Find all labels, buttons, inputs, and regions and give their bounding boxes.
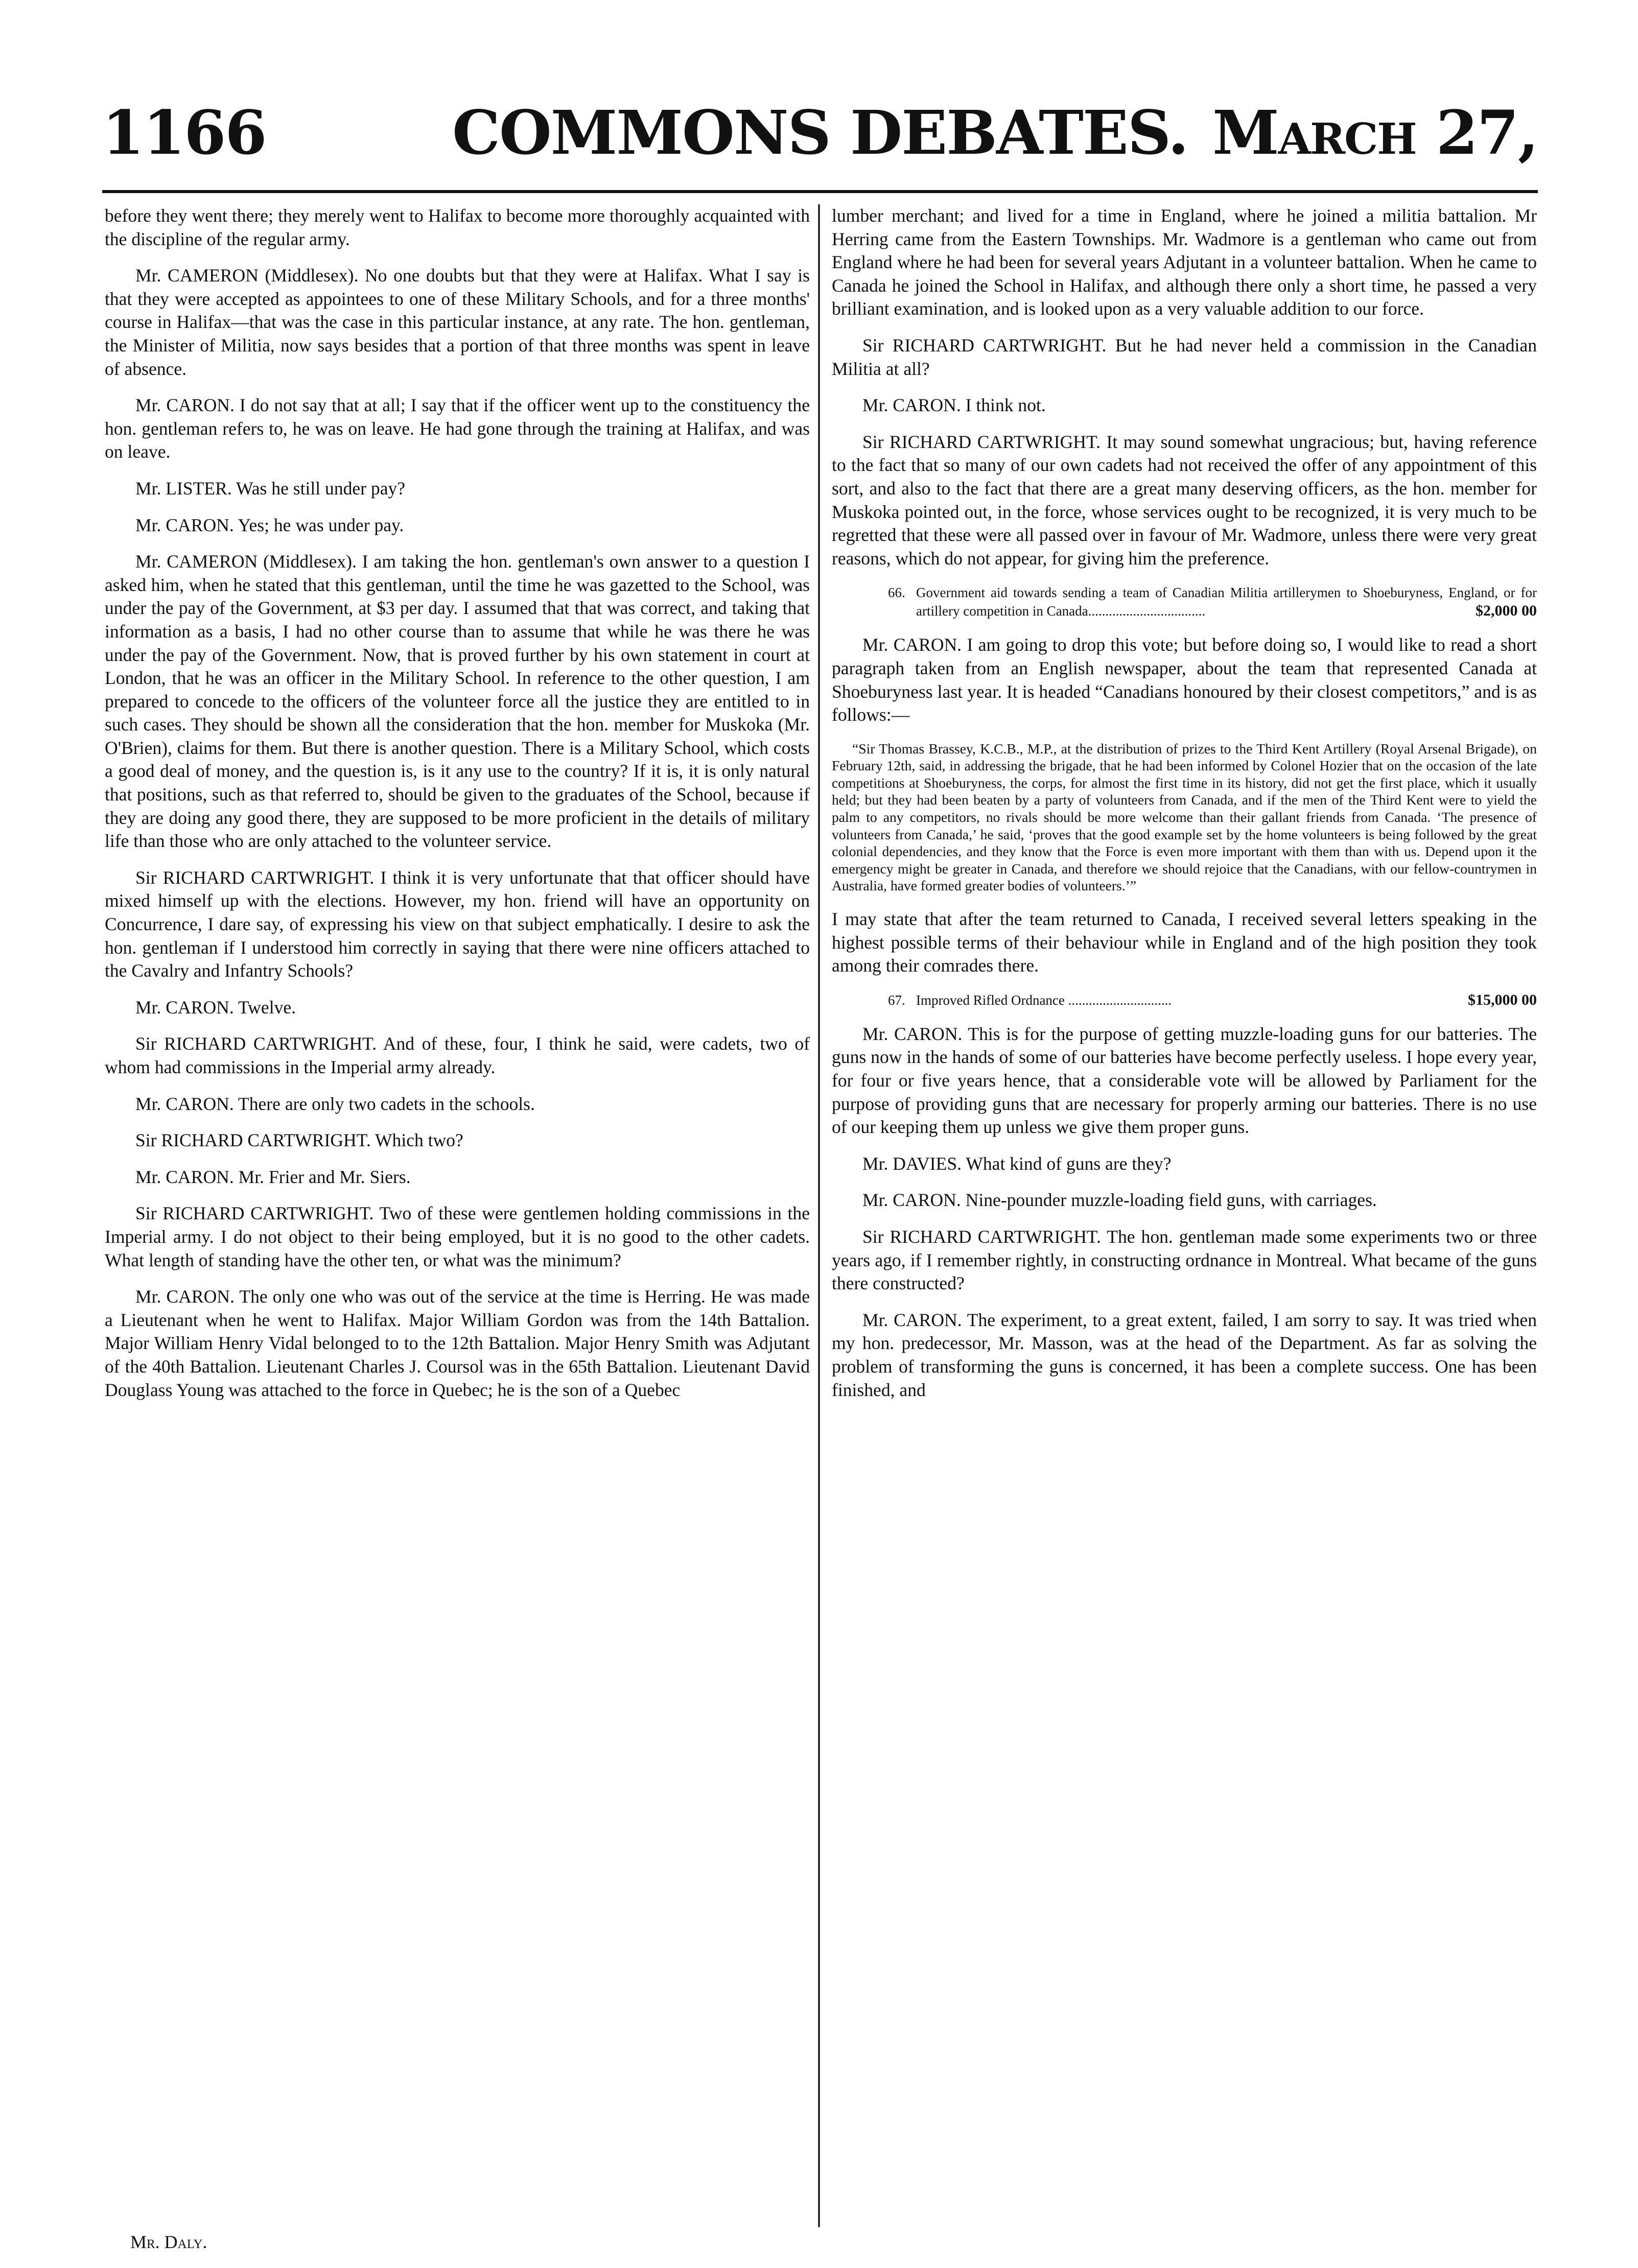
newspaper-quote bbox=[832, 740, 1537, 894]
paragraph: Mr. CARON. I do not say that at all; I say that if the officer went up to the constituency the hon. gentleman refers to, he was on leave. He had gone through the training at Halifax, and was on leave. bbox=[105, 395, 810, 462]
paragraph: Sir RICHARD CARTWRIGHT. But he had never held a commission in the Canadian Militia at all? bbox=[832, 335, 1537, 379]
paragraph: Mr. DAVIES. What kind of guns are they? bbox=[862, 1153, 1172, 1174]
item-number: 66. bbox=[888, 585, 905, 601]
paragraph: Sir RICHARD CARTWRIGHT. The hon. gentleman made some experiments two or three years ago, if I remember rightly, in constructing ordnance in Montreal. What became of the guns there constructed? bbox=[832, 1226, 1537, 1294]
paragraph: I may state that after the team returned to Canada, I received several letters speaking in the highest possible terms of their behaviour while in England and of the high position they took among their comrades there. bbox=[832, 909, 1537, 976]
item-amount: $15,000 00 bbox=[1468, 991, 1537, 1008]
paragraph: Mr. CARON. The only one who was out of the service at the time is Herring. He was made a Lieutenant when he went to Halifax. Major William Gordon was from the 14th Battalion. Major William Henry Vidal belonged to to the 12th Battalion. Major Henry Smith was Adjutant of the 40th Battalion. Lieutenant Charles J. Coursol was in the 65th Battalion. Lieutenant David Douglass Young was attached to the force in Quebec; he is the son of a Quebec bbox=[105, 1286, 810, 1400]
paragraph: Mr. CARON. Mr. Frier and Mr. Siers. bbox=[135, 1166, 411, 1187]
paragraph: Mr. CAMERON (Middlesex). I am taking the hon. gentleman's own answer to a question I asked him, when he stated that this gentleman, until the time he was gazetted to the School, was under the pay of the Government, at $3 per day. I assumed that that was correct, and taking that information as a basis, I had no other course than to assume that while he was there he was under the pay of the Government. Now, that is proved further by his own statement in court at London, that he was an officer in the Military School. In reference to the other question, I am prepared to concede to the officers of the volunteer force all the justice they are entitled to in such cases. They should be shown all the consideration that the hon. member for Muskoka (Mr. O'Brien), claims for them. But there is another question. There is a Military School, which costs a good deal of money, and the question is, is it any use to the country? If it is, it is only natural that positions, such as that referred to, should be given to the graduates of the School, because if they are doing any good there, they are supposed to be more proficient in the details of military life than those who are only attached to the volunteer service. bbox=[105, 551, 810, 852]
paragraph: Mr. LISTER. Was he still under pay? bbox=[135, 478, 406, 499]
catchword-footer: Mr. Daly. bbox=[130, 2232, 207, 2252]
page-number: 1166 bbox=[102, 97, 266, 168]
paragraph: Mr. CARON. Nine-pounder muzzle-loading field guns, with carriages. bbox=[862, 1190, 1377, 1211]
paragraph: Mr. CARON. The experiment, to a great extent, failed, I am sorry to say. It was tried when my hon. predecessor, Mr. Masson, was at the head of the Department. As far as solving the problem of transforming the guns is concerned, it has been a complete success. One has been finished, and bbox=[832, 1309, 1537, 1400]
paragraph: Sir RICHARD CARTWRIGHT. Which two? bbox=[135, 1130, 463, 1151]
paragraph: Mr. CARON. Yes; he was under pay. bbox=[135, 514, 404, 535]
paragraph: Mr. CARON. Twelve. bbox=[135, 997, 296, 1018]
paragraph: Mr. CARON. This is for the purpose of getting muzzle-loading guns for our batteries. The guns now in the hands of some of our batteries have become perfectly useless. I hope every year, for four or five years hence, that a considerable vote will be allowed by Parliament for the purpose of providing guns that are necessary for properly arming our batteries. There is no use of our keeping them up unless we give them proper guns. bbox=[832, 1023, 1537, 1138]
page-header bbox=[102, 97, 1538, 174]
paragraph: Sir RICHARD CARTWRIGHT. It may sound somewhat ungracious; but, having reference to the fact that so many of our own cadets had not received the offer of any appointment of this sort, and also to the fact that there are a great many deserving officers, as the hon. member for Muskoka pointed out, in the force, whose services ought to be recognized, it is very much to be regretted that these were all passed over in favour of Mr. Wadmore, unless there were very great reasons, which do not appear, for giving him the preference. bbox=[832, 431, 1537, 569]
quote-text: “Sir Thomas Brassey, K.C.B., M.P., at the distribution of prizes to the Third Kent Artillery (Royal Arsenal Brigade), on February 12th, said, in addressing the brigade, that he had been informed by Colonel Hozier that on the occasion of the late competitions at Shoeburyness, the corps, for almost the first time in its history, did not get the first place, which it usually held; but they had been beaten by a party of volunteers from Canada, and if the men of the Third Kent were to yield the palm to any competitors, no rivals should be more welcome than their gallant friends from Canada. ‘The presence of volunteers from Canada,’ he said, ‘proves that the good example set by the home volunteers is being followed by the great colonial dependencies, and they know that the Force is even more important with them than with us. Depend upon it the emergency might be greater in Canada, and therefore we should rejoice that the Canadians, with our fellow-countrymen in Australia, have formed greater bodies of volunteers.’” bbox=[832, 740, 1537, 894]
paragraph: Mr. CARON. I think not. bbox=[862, 395, 1046, 416]
paragraph: Mr. CAMERON (Middlesex). No one doubts but that they were at Halifax. What I say is that they were accepted as appointees to one of these Military Schools, and for a three months' course in Halifax—that was the case in this particular instance, at any rate. The hon. gentleman, the Minister of Militia, now says besides that a portion of that three months was spent in leave of absence. bbox=[105, 265, 810, 379]
paragraph: Sir RICHARD CARTWRIGHT. And of these, four, I think he said, were cadets, two of whom had commissions in the Imperial army already. bbox=[105, 1033, 810, 1077]
paragraph: Mr. CARON. There are only two cadets in the schools. bbox=[135, 1093, 535, 1114]
item-amount: $2,000 00 bbox=[1476, 602, 1537, 620]
header-rule bbox=[102, 190, 1538, 193]
column-divider bbox=[818, 204, 820, 2227]
right-column bbox=[832, 204, 1537, 1415]
page-date: March 27, bbox=[1212, 97, 1538, 168]
paragraph: Sir RICHARD CARTWRIGHT. Two of these were gentlemen holding commissions in the Imperial army. I do not object to their being employed, but it is no good to the other cadets. What length of standing have the other ten, or what was the minimum? bbox=[105, 1203, 810, 1270]
item-description: Improved Rifled Ordnance .............................. bbox=[916, 992, 1172, 1008]
paragraph: lumber merchant; and lived for a time in England, where he joined a militia battalion. Mr Herring came from the Eastern Townships. Mr. Wadmore is a gentleman who came out from England where he had been for several years Adjutant in a volunteer battalion. When he came to Canada he joined the School in Halifax, and although there only a short time, he passed a very brilliant examination, and is looked upon as a very valuable addition to our force. bbox=[832, 205, 1537, 319]
paragraph: Mr. CARON. I am going to drop this vote; but before doing so, I would like to read a short paragraph taken from an English newspaper, about the team that represented Canada at Shoeburyness last year. It is headed “Canadians honoured by their closest competitors,” and is as follows:— bbox=[832, 634, 1537, 725]
item-description: Government aid towards sending a team of Canadian Militia artillerymen to Shoeburyness, England, or for artillery competition in Canada.................................. bbox=[916, 585, 1537, 619]
item-number: 67. bbox=[888, 992, 905, 1008]
estimate-item-66 bbox=[832, 583, 1537, 620]
page-title: COMMONS DEBATES. bbox=[452, 97, 1188, 168]
left-column bbox=[105, 204, 810, 1415]
paragraph: Sir RICHARD CARTWRIGHT. I think it is very unfortunate that that officer should have mixed himself up with the elections. However, my hon. friend will have an opportunity on Concurrence, I dare say, of expressing his view on that subject emphatically. I desire to ask the hon. gentleman if I understood him correctly in saying that there were nine officers attached to the Cavalry and Infantry Schools? bbox=[105, 867, 810, 981]
estimate-item-67 bbox=[832, 991, 1537, 1009]
paragraph: before they went there; they merely went to Halifax to become more thoroughly acquainted with the discipline of the regular army. bbox=[105, 205, 810, 249]
